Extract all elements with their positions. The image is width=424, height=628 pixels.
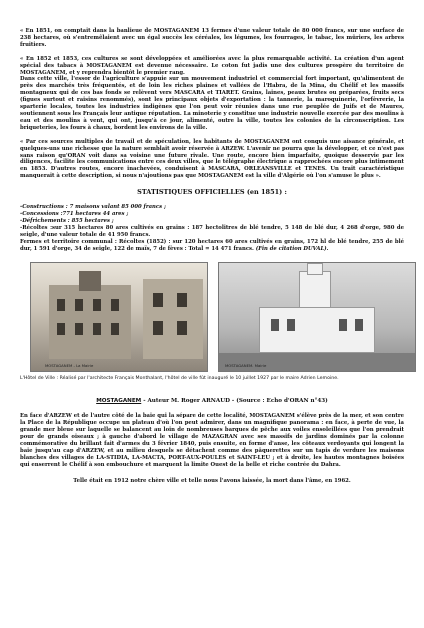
paragraph-5: En face d'ARZEW et de l'autre côté de la baie qui la sépare de cette localité, MOSTAGANEM s'élève près de la mer, et son centre la Place de la République occupe un plateau d'où l'on peut admirer, dans un magnifique panorama : en face, à perte de vue, la grande mer bleue sur laquelle se balancent au loin de nombreuses barques de pêche aux voiles ensoleillées que l'on prendrait pour de grands oiseaux ; à gauche d'abord le village de MAZAGRAN avec ses massifs de jardins dominés par la colonne commémorative du brillant fait d'armes du 3 février 1840, puis ensuite, en forme d'anse, les côteaux verdoyants qui longent la baie jusqu'au cap d'ARZEW, et au milieu desquels se détachent comme des pâquerettes sur un tapis de verdure les maisons blanches des villages de LA-STIDIA, LA-MACTA, PORT-AUX-POULES et SAINT-LEU ; et à droite, les hautes montagnes boisées qui enserrent le Chélif à son embouchure et marquent la limite Ouest de la belle et riche contrée du Dahra. (20, 413, 404, 468)
paragraph-6: Telle était en 1912 notre chère ville et telle nous l'avons laissée, la mort dans l'âme, en 1962. (73, 477, 351, 484)
paragraph-3: Dans cette ville, l'essor de l'agriculture s'appuie sur un mouvement industriel et commercial fort important, qu'alimentent de près des marchés très fréquentés, et de loin les riches plaines et vallées de l'Habra, de la Mina, du Chélif et les massifs montagneux qui de ces bas fonds se relèvent vers MASCARA et TIARET. Grains, laines, peaux brutes ou préparées, fruits secs (figues surtout et raisins renommés), sont les principaux objets d'exportation : la tannerie, la maroquinerie, l'orfèvrerie, la sparterie locales, toutes les industries indigènes que l'on peut voir réunies dans une rue peuplée de Juifs et de Maures, soutiennent sous les Français leur antique réputation. La minoterie y constitue une industrie nouvelle exercée par des moulins à eau et des moulins à vent, qui ont, jusqu'à ce jour, alimenté, outre la ville, toutes les colonies de la circonscription. Les briqueteries, les fours à chaux, bordent les environs de la ville. (20, 76, 404, 131)
stats-heading: STATISTIQUES OFFICIELLES (en 1851) : (137, 188, 287, 197)
photo-hotel-de-ville-2 (218, 262, 416, 372)
stat-fermes (20, 239, 404, 253)
stat-fermes-text: Fermes et territoire communal : Récoltes (1852) : sur 120 hectares 60 ares cultivés en grains, 172 hl de blé tendre, 255 de blé dur, 1 591 d'orge, 34 de seigle, 122 de maïs, 7 de fèves : Total = 14 471 francs. (20, 238, 404, 252)
author-line (20, 398, 404, 404)
author-place: MOSTAGANEM (96, 398, 142, 405)
paragraph-2: « En 1852 et 1853, ces cultures se sont développées et améliorées avec la plus remarquable activité. La création d'un agent spécial des tabacs à MOSTAGANEM est devenue nécessaire. Le coton fut jadis une des cultures prospère du territoire de MOSTAGANEM, et y reprendra bientôt le premier rang. (20, 55, 404, 76)
stats-block (20, 204, 404, 252)
photo-caption: L'Hôtel de Ville : Réalisé par l'architecte Français Monthalant, l'hôtel de ville fût inauguré le 10 juillet 1927 par le maire Adrien Lemoine. (20, 376, 339, 382)
photos-row (20, 262, 404, 374)
stat-defrichements: -Défrichements : 855 hectares ; (20, 217, 114, 224)
stat-recoltes: -Récoltes :sur 315 hectares 80 ares cultivés en grains : 187 hectolitres de blé tendre, 5 148 de blé dur, 4 268 d'orge, 980 de seigle, d'une valeur totale de 41 950 francs. (20, 224, 404, 238)
paragraph-4: « Par ces sources multiples de travail et de spéculation, les habitants de MOSTAGANEM ont conquis une aisance générale, et quelques-uns une richesse que la nature semblait avoir réservée à ARZEW. L'avenir ne pourra que la développer, et ce n'est pas sans raison qu'ORAN voit dans sa voisine une future rivale. Une route, encore bien imparfaite, quoique desservie par les diligences, facilite les communications entre ces deux villes, que le télégraphe électrique a rapprochées encore plus intimement en 1853. D'autres routes, encore inachevées, conduisent à MASCARA, ORLEANSVILLE et TENES. Un trait caractéristique manquerait à cette description, si nous n'ajoutions pas que MOSTAGANEM est la ville d'Algérie où l'on s'amuse le plus ». (20, 138, 404, 180)
stat-constructions: -Constructions : 7 maisons valant 85 000 francs ; (20, 204, 166, 211)
document-page (0, 28, 424, 628)
photo-2-caption: MOSTAGANEM. Mairie (225, 363, 267, 369)
paragraph-1: « En 1851, on comptait dans la banlieue de MOSTAGANEM 13 fermes d'une valeur totale de 80 000 francs, sur une surface de 238 hectares, où s'entremêlaient avec un égal succès les céréales, les légumes, les fourrages, le tabac, les mûriers, les arbres fruitiers. (20, 28, 404, 48)
stat-citation-end: (Fin de citation DUVAL). (255, 245, 329, 252)
stat-concessions: -Concessions :771 hectares 44 ares ; (20, 211, 129, 218)
author-source: - Auteur M. Roger ARNAUD - (Source : Echo d'ORAN n°43) (141, 398, 328, 405)
photo-1-caption: MOSTAGANEM - La Mairie (45, 363, 94, 369)
photo-hotel-de-ville-1 (30, 262, 208, 372)
